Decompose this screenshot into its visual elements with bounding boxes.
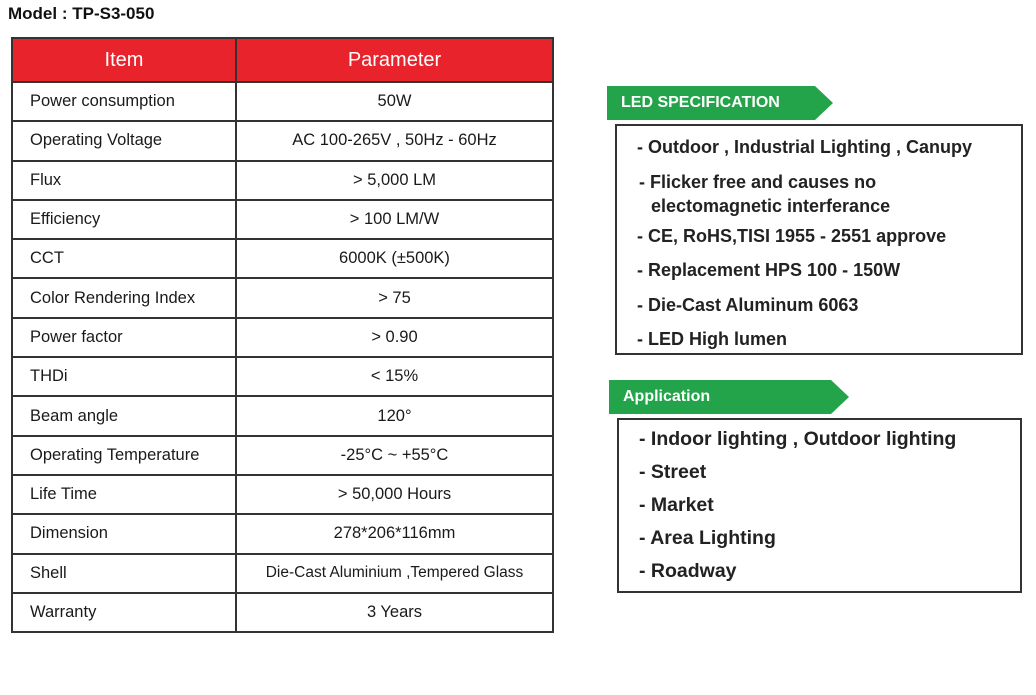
table-row [12, 554, 553, 593]
row-item: Color Rendering Index [12, 278, 236, 317]
table-row [12, 278, 553, 317]
list-item: - Outdoor , Industrial Lighting , Canupy [637, 137, 972, 157]
table-row [12, 514, 553, 553]
table-header-row [12, 38, 553, 82]
list-item: - Flicker free and causes no [639, 172, 877, 192]
row-item: Dimension [12, 514, 236, 553]
list-item: - Replacement HPS 100 - 150W [637, 260, 901, 280]
list-item: - Market [639, 494, 714, 516]
table-row [12, 82, 553, 121]
row-item: Beam angle [12, 396, 236, 435]
row-parameter: 120° [236, 396, 553, 435]
list-item: - Roadway [639, 560, 737, 582]
row-parameter: AC 100-265V , 50Hz - 60Hz [236, 121, 553, 160]
row-item: Power consumption [12, 82, 236, 121]
row-parameter: > 0.90 [236, 318, 553, 357]
row-item: Shell [12, 554, 236, 593]
row-parameter: < 15% [236, 357, 553, 396]
row-parameter: > 50,000 Hours [236, 475, 553, 514]
application-panel [617, 388, 1022, 593]
row-item: Life Time [12, 475, 236, 514]
row-parameter: 50W [236, 82, 553, 121]
spec-table [11, 37, 554, 633]
row-parameter: -25°C ~ +55°C [236, 436, 553, 475]
list-item: - LED High lumen [637, 329, 787, 349]
row-parameter: Die-Cast Aluminium ,Tempered Glass [236, 554, 553, 593]
row-parameter: > 75 [236, 278, 553, 317]
row-item: Efficiency [12, 200, 236, 239]
row-item: Operating Temperature [12, 436, 236, 475]
led-specification-title: LED SPECIFICATION [607, 86, 815, 120]
header-item: Item [12, 38, 236, 82]
header-parameter: Parameter [236, 38, 553, 82]
list-item: - Indoor lighting , Outdoor lighting [639, 428, 957, 450]
table-row [12, 396, 553, 435]
row-item: Warranty [12, 593, 236, 632]
table-row [12, 200, 553, 239]
row-parameter: 3 Years [236, 593, 553, 632]
application-title: Application [609, 380, 831, 414]
table-row [12, 318, 553, 357]
table-row [12, 239, 553, 278]
row-item: THDi [12, 357, 236, 396]
table-row [12, 436, 553, 475]
list-item: - CE, RoHS,TISI 1955 - 2551 approve [637, 226, 947, 246]
row-item: Flux [12, 161, 236, 200]
table-row [12, 121, 553, 160]
list-item: electomagnetic interferance [651, 196, 891, 216]
table-row [12, 161, 553, 200]
list-item: - Street [639, 461, 707, 483]
row-parameter: 278*206*116mm [236, 514, 553, 553]
table-row [12, 593, 553, 632]
model-title: Model : TP-S3-050 [8, 4, 155, 23]
row-item: Power factor [12, 318, 236, 357]
led-specification-panel [615, 94, 1023, 355]
row-parameter: > 5,000 LM [236, 161, 553, 200]
list-item: - Die-Cast Aluminum 6063 [637, 295, 859, 315]
row-parameter: > 100 LM/W [236, 200, 553, 239]
list-item: - Area Lighting [639, 527, 776, 549]
table-row [12, 357, 553, 396]
row-item: CCT [12, 239, 236, 278]
row-parameter: 6000K (±500K) [236, 239, 553, 278]
table-row [12, 475, 553, 514]
row-item: Operating Voltage [12, 121, 236, 160]
